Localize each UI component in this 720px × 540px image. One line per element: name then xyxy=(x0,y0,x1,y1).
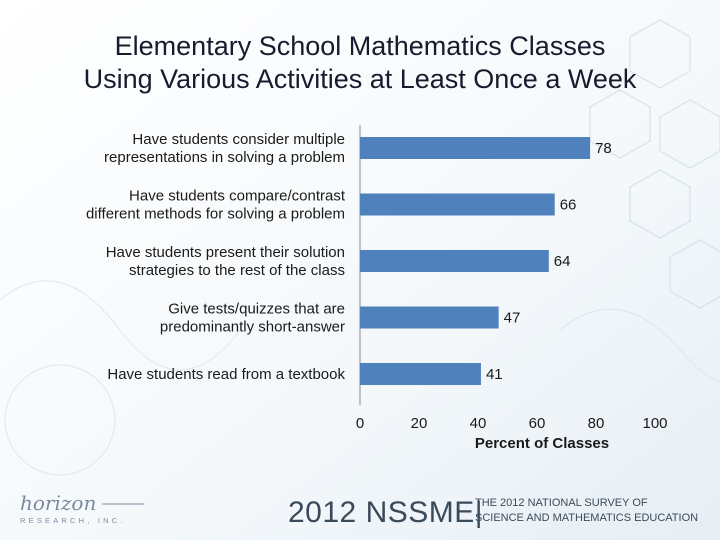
data-label-2: 64 xyxy=(553,253,571,270)
logo-subtext: RESEARCH, INC. xyxy=(20,516,126,525)
x-tick-label-60: 60 xyxy=(528,415,546,432)
x-tick-label-80: 80 xyxy=(587,415,605,432)
bar-3 xyxy=(360,307,499,329)
logo-wordmark: horizon xyxy=(20,491,97,515)
data-label-0: 78 xyxy=(595,140,612,157)
category-label-0-0: Have students consider multiple xyxy=(132,131,345,148)
survey-description-line1: THE 2012 NATIONAL SURVEY OF xyxy=(475,497,648,509)
category-label-4-0: Have students read from a textbook xyxy=(107,366,345,383)
category-label-1-0: Have students compare/contrast xyxy=(129,187,345,205)
x-tick-label-100: 100 xyxy=(642,415,668,432)
x-tick-label-20: 20 xyxy=(410,415,428,432)
x-axis-title: Percent of Classes xyxy=(474,435,610,452)
bar-2 xyxy=(360,250,549,272)
survey-label: 2012 NSSME| xyxy=(288,496,484,529)
x-tick-label-40: 40 xyxy=(469,415,487,432)
bar-4 xyxy=(360,363,481,385)
survey-description-line2: SCIENCE AND MATHEMATICS EDUCATION xyxy=(475,512,699,524)
category-label-3-1: predominantly short-answer xyxy=(159,318,345,336)
chart-title-line1: Elementary School Mathematics Classes xyxy=(114,31,606,61)
data-label-4: 41 xyxy=(485,366,503,383)
bar-1 xyxy=(360,194,555,216)
bar-0 xyxy=(360,137,590,159)
chart-title-line2: Using Various Activities at Least Once a Week xyxy=(83,64,637,94)
category-label-1-1: different methods for solving a problem xyxy=(85,205,345,223)
survey-description xyxy=(475,496,698,526)
horizon-logo xyxy=(16,490,146,526)
data-label-1: 66 xyxy=(559,196,577,214)
category-label-2-0: Have students present their solution xyxy=(105,244,345,261)
category-label-0-1: representations in solving a problem xyxy=(104,149,345,166)
category-label-3-0: Give tests/quizzes that are xyxy=(168,300,345,318)
x-tick-label-0: 0 xyxy=(355,415,365,432)
data-label-3: 47 xyxy=(503,309,521,327)
category-label-2-1: strategies to the rest of the class xyxy=(129,262,345,279)
